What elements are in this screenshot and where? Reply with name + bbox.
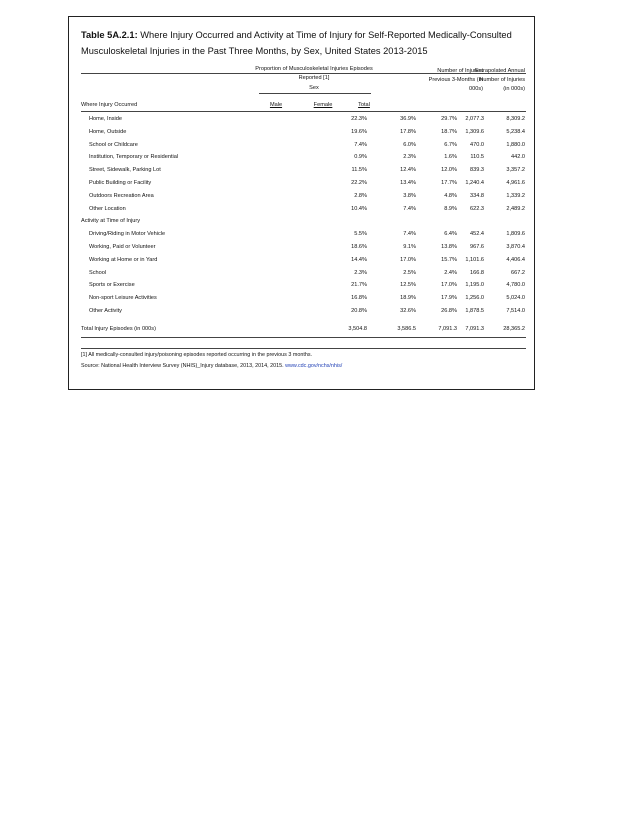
- row-label: Public Building or Facility: [89, 180, 152, 186]
- table-row: [69, 203, 536, 215]
- table-number: Table 5A.2.1:: [81, 30, 138, 40]
- cell-male: 2.3%: [354, 269, 367, 276]
- cell-total: 13.8%: [441, 244, 457, 250]
- cell-male: 20.8%: [351, 308, 367, 314]
- cell-prev: 110.5: [470, 154, 484, 161]
- source-line: [81, 361, 342, 371]
- table-row: [69, 126, 536, 138]
- header-rule: [81, 111, 526, 112]
- table-row: [69, 228, 536, 240]
- cell-total: 6.7%: [444, 141, 457, 148]
- row-label: Outdoors Recreation Area: [89, 192, 154, 199]
- cell-female: 12.4%: [400, 167, 416, 174]
- cell-extra: 3,870.4: [506, 244, 525, 250]
- row-label: Working at Home or in Yard: [89, 256, 158, 263]
- source-link[interactable]: www.cdc.gov/nchs/nhis/: [285, 363, 343, 369]
- cell-male: 21.7%: [351, 282, 367, 289]
- total-extra: 28,365.2: [503, 326, 525, 332]
- total-header: Total: [358, 102, 370, 108]
- row-label: Home, Outside: [89, 128, 127, 135]
- total-prev: 7,091.3: [465, 326, 484, 332]
- cell-extra: 4,961.6: [506, 180, 525, 186]
- table-row: [69, 241, 536, 253]
- cell-male: 19.6%: [351, 128, 367, 135]
- cell-prev: 166.8: [470, 269, 484, 276]
- total-female: 3,586.5: [397, 326, 416, 332]
- cell-prev: 2,077.3: [465, 116, 484, 122]
- cell-male: 0.9%: [354, 154, 367, 161]
- cell-extra: 8,309.2: [506, 116, 525, 122]
- cell-female: 2.5%: [403, 269, 416, 276]
- cell-male: 16.8%: [351, 295, 367, 302]
- cell-extra: 1,339.2: [506, 192, 525, 199]
- cell-female: 9.1%: [403, 244, 416, 250]
- table-row: [69, 151, 536, 163]
- table-title: [81, 27, 526, 59]
- table-row: [69, 254, 536, 266]
- cell-female: 32.6%: [400, 308, 416, 314]
- cell-prev: 1,878.5: [465, 308, 484, 314]
- cell-total: 17.7%: [441, 180, 457, 186]
- table-row: [69, 139, 536, 151]
- row-label: Home, Inside: [89, 116, 122, 122]
- female-header: Female: [313, 102, 333, 108]
- cell-female: 3.8%: [403, 192, 416, 199]
- row-label: Street, Sidewalk, Parking Lot: [89, 167, 161, 174]
- section-activity: [69, 215, 536, 227]
- cell-female: 7.4%: [403, 205, 416, 212]
- previous-header: Number of Injuries Previous 3-Months (in 000s): [428, 68, 483, 92]
- cell-male: 22.2%: [351, 180, 367, 186]
- cell-female: 13.4%: [400, 180, 416, 186]
- cell-extra: 667.2: [511, 269, 525, 276]
- cell-total: 4.8%: [444, 192, 457, 199]
- cell-total: 29.7%: [441, 116, 457, 122]
- cell-total: 17.0%: [441, 282, 457, 289]
- cell-total: 12.0%: [441, 167, 457, 174]
- cell-prev: 839.3: [470, 167, 484, 174]
- cell-female: 17.0%: [400, 256, 416, 263]
- sex-underline: [259, 93, 371, 94]
- cell-extra: 5,238.4: [506, 128, 525, 135]
- table-row: [69, 113, 536, 125]
- footnote: [1] All medically-consulted injury/poisoning episodes reported occurring in the previous 3 months.: [81, 352, 313, 358]
- cell-total: 26.8%: [441, 308, 457, 314]
- row-label: Working, Paid or Volunteer: [89, 244, 156, 250]
- extrapolated-header: Extrapolated Annual Number of Injuries (in 000s): [474, 68, 525, 92]
- where-header: Where Injury Occurred: [81, 102, 138, 108]
- cell-prev: 1,195.0: [465, 282, 484, 289]
- proportion-header: Proportion of Musculoskeletal Injuries Episodes Reported [1]: [255, 66, 373, 81]
- cell-male: 22.3%: [351, 116, 367, 122]
- table-title-text: Where Injury Occurred and Activity at Time of Injury for Self-Reported Medically-Consulted Musculoskeletal Injuries in the Past Three Months, by Sex, United States 2013-2015: [81, 30, 512, 56]
- table-row: [69, 190, 536, 202]
- total-total: 7,091.3: [438, 326, 457, 332]
- cell-male: 14.4%: [351, 256, 367, 263]
- total-label: Total Injury Episodes (in 000s): [81, 326, 156, 332]
- cell-male: 5.5%: [354, 231, 367, 238]
- table-row: [69, 267, 536, 279]
- table-row: [69, 292, 536, 304]
- cell-extra: 2,489.2: [506, 205, 525, 212]
- cell-male: 11.5%: [351, 167, 367, 174]
- total-row: [69, 323, 536, 335]
- cell-prev: 1,101.6: [465, 256, 484, 263]
- cell-total: 15.7%: [441, 256, 457, 263]
- cell-prev: 452.4: [470, 231, 484, 238]
- cell-total: 8.9%: [444, 205, 457, 212]
- cell-prev: 967.6: [470, 244, 484, 250]
- table-frame: [68, 16, 535, 390]
- cell-extra: 442.0: [511, 154, 525, 161]
- row-label: School: [89, 269, 107, 276]
- row-label: Institution, Temporary or Residential: [89, 154, 179, 161]
- cell-extra: 4,406.4: [506, 256, 525, 263]
- cell-female: 17.8%: [400, 128, 416, 135]
- row-label: Sports or Exercise: [89, 282, 135, 289]
- cell-female: 7.4%: [403, 231, 416, 238]
- cell-male: 10.4%: [351, 205, 367, 212]
- cell-total: 17.9%: [441, 295, 457, 302]
- footer-rule: [81, 348, 526, 349]
- cell-extra: 7,514.0: [506, 308, 525, 314]
- cell-male: 7.4%: [354, 141, 367, 148]
- cell-prev: 1,309.6: [465, 128, 484, 135]
- row-label: School or Childcare: [89, 141, 138, 148]
- cell-prev: 1,240.4: [465, 180, 484, 186]
- cell-female: 12.5%: [400, 282, 416, 289]
- row-label: Other Activity: [89, 308, 122, 314]
- cell-female: 6.0%: [403, 141, 416, 148]
- cell-total: 1.6%: [444, 154, 457, 161]
- cell-male: 18.6%: [351, 244, 367, 250]
- cell-prev: 622.3: [470, 205, 484, 212]
- total-male: 3,504.8: [348, 326, 367, 332]
- sex-header: Sex: [309, 85, 319, 91]
- row-label: Non-sport Leisure Activities: [89, 295, 157, 302]
- cell-male: 2.8%: [354, 192, 367, 199]
- male-header: Male: [269, 102, 283, 108]
- row-label: Driving/Riding in Motor Vehicle: [89, 231, 166, 238]
- cell-extra: 3,357.2: [506, 167, 525, 174]
- cell-prev: 334.8: [470, 192, 484, 199]
- cell-total: 6.4%: [444, 231, 457, 238]
- cell-extra: 1,809.6: [506, 231, 525, 238]
- cell-female: 2.3%: [403, 154, 416, 161]
- cell-total: 2.4%: [444, 269, 457, 276]
- cell-extra: 1,880.0: [506, 141, 525, 148]
- cell-total: 18.7%: [441, 128, 457, 135]
- row-label: Other Location: [89, 205, 126, 212]
- table-row: [69, 305, 536, 317]
- cell-female: 36.9%: [400, 116, 416, 122]
- total-rule: [81, 337, 526, 338]
- section-label: Activity at Time of Injury: [81, 218, 141, 225]
- cell-extra: 4,780.0: [506, 282, 525, 289]
- table-row: [69, 177, 536, 189]
- source-text: Source: National Health Interview Survey (NHIS)_Injury database, 2013, 2014, 2015.: [81, 363, 284, 369]
- cell-prev: 1,256.0: [465, 295, 484, 302]
- cell-prev: 470.0: [470, 141, 484, 148]
- table-row: [69, 279, 536, 291]
- cell-female: 18.9%: [400, 295, 416, 302]
- table-row: [69, 164, 536, 176]
- cell-extra: 5,024.0: [506, 295, 525, 302]
